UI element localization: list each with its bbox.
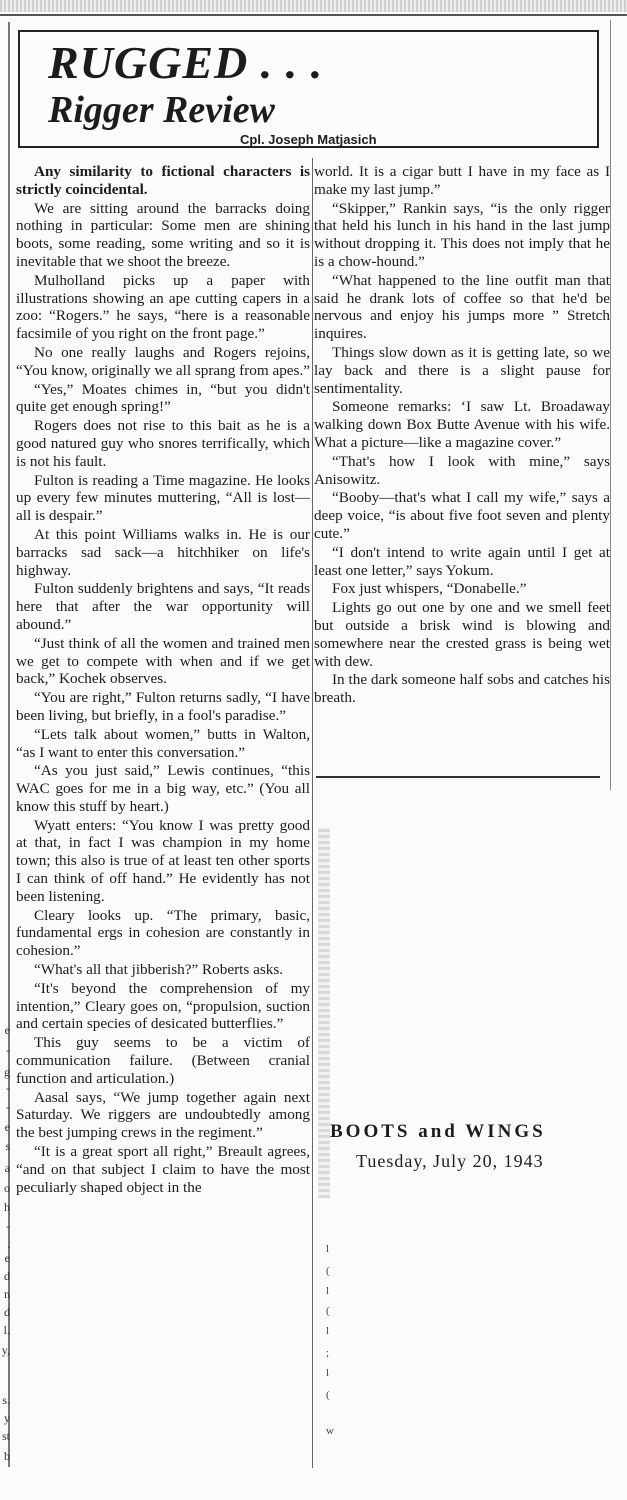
margin-fragment: -: [6, 1219, 10, 1233]
issue-date: Tuesday, July 20, 1943: [356, 1151, 544, 1171]
article-end-rule: [316, 776, 600, 778]
margin-fragment: w: [326, 1425, 334, 1437]
margin-fragment: y,: [1, 1343, 10, 1357]
margin-fragment: g: [4, 1065, 10, 1079]
article-column-2: [314, 163, 610, 708]
margin-fragment: (: [326, 1305, 330, 1317]
article-paragraph: Fulton suddenly brightens and says, “It reads here that after the war opportunity will abound.”: [16, 580, 310, 633]
byline: Cpl. Joseph Matjasich: [240, 132, 377, 147]
article-paragraph: Things slow down as it is getting late, so we lay back and there is a slight pause for sentimentality.: [314, 343, 610, 397]
article-paragraph: Lights go out one by one and we smell feet but outside a brisk wind is blowing and somewhere near the crested grass is being wet with dew.: [314, 599, 610, 670]
margin-fragment: st: [1, 1429, 10, 1443]
margin-fragment: .: [7, 1237, 10, 1251]
article-paragraph: “What happened to the line outfit man that said he drank lots of coffee so that he'd be nervous and enjoy his jumps more ” Stretch inquires.: [314, 271, 610, 343]
article-paragraph: At this point Williams walks in. He is our barracks sad sack—a hitchhiker on life's highway.: [16, 525, 310, 579]
margin-fragment: l: [326, 1367, 330, 1379]
article-paragraph: Rogers does not rise to this bait as he is a good natured guy who snores terrifically, which is not his fault.: [16, 417, 310, 470]
margin-fragment: l.: [3, 1323, 10, 1337]
margin-fragment: d: [4, 1305, 10, 1319]
headline-line-2: Rigger Review: [48, 89, 275, 131]
article-paragraph: “As you just said,” Lewis continues, “this WAC goes for me in a big way, etc.” (You all know this stuff by heart.): [16, 762, 310, 815]
margin-fragment: l: [326, 1243, 330, 1255]
article-paragraph: “I don't intend to write again until I get at least one letter,” says Yokum.: [314, 543, 610, 579]
article-paragraph: Mulholland picks up a paper with illustrations showing an ape cutting capers in a zoo: “Rogers.” he says, “here is a reasonable facsimile of you right on the front page.”: [16, 271, 310, 343]
margin-fragment: o: [4, 1181, 10, 1195]
article-paragraph: This guy seems to be a victim of communication failure. (Between cranial function and articulation.): [16, 1034, 310, 1087]
article-paragraph: “What's all that jibberish?” Roberts asks.: [34, 961, 284, 979]
article-paragraph: Fox just whispers, “Donabelle.”: [332, 580, 527, 598]
margin-fragment: -: [6, 1081, 10, 1095]
margin-fragment: -: [6, 1043, 10, 1057]
margin-fragment: ;: [326, 1347, 330, 1359]
right-column-rule: [610, 20, 611, 790]
newspaper-name: BOOTS and WINGS: [330, 1121, 546, 1142]
headline-box: [18, 30, 599, 148]
article-paragraph: Aasal says, “We jump together again next Saturday. We riggers are undoubtedly among the best jumping crews in the regiment.”: [16, 1088, 310, 1142]
margin-fragment: b: [4, 1449, 10, 1463]
margin-fragment: e: [4, 1023, 10, 1037]
margin-fragment: s.: [2, 1393, 10, 1407]
article-paragraph: We are sitting around the barracks doing nothing in particular: Some men are shining boots, some reading, some writing and so it is inevitable that we shoot the breeze.: [16, 199, 310, 270]
article-paragraph: “Just think of all the women and trained men we get to compete with when and if we get back,” Kochek observes.: [16, 634, 310, 688]
article-paragraph: “Yes,” Moates chimes in, “but you didn't quite get enough spring!”: [16, 380, 310, 416]
margin-fragment: (: [326, 1389, 330, 1401]
article-paragraph: “It's beyond the comprehension of my intention,” Cleary goes on, “propulsion, suction and certain species of desicated butterflies.”: [16, 979, 310, 1033]
margin-fragment: s: [5, 1139, 10, 1153]
article-paragraph: “It is a great sport all right,” Breault agrees, “and on that subject I claim to have the most peculiarly shaped object in the: [16, 1143, 310, 1196]
article-column-1: [16, 163, 310, 1197]
scan-top-border: [0, 0, 627, 12]
article-paragraph: Someone remarks: ‘I saw Lt. Broadaway walking down Box Butte Avenue with his wife. What a picture—like a magazine cover.”: [314, 398, 610, 451]
article-paragraph: No one really laughs and Rogers rejoins, “You know, originally we all sprang from apes.”: [16, 343, 310, 379]
margin-fragment: d: [4, 1269, 10, 1283]
article-paragraph: “You are right,” Fulton returns sadly, “I have been living, but briefly, in a fool's paradise.”: [16, 689, 310, 724]
article-paragraph: “That's how I look with mine,” says Anisowitz.: [314, 452, 610, 488]
margin-fragment: a: [4, 1161, 10, 1175]
margin-fragment: n: [4, 1287, 10, 1301]
article-paragraph: “Skipper,” Rankin says, “is the only rigger that held his lunch in his hand in the last jump without dropping it. This does not imply that he is a chow-hound.”: [314, 199, 610, 270]
scan-artifact: [318, 828, 330, 1198]
headline-line-1: RUGGED . . .: [48, 37, 324, 88]
article-paragraph: Any similarity to fictional characters is strictly coincidental.: [16, 163, 310, 198]
article-paragraph: world. It is a cigar butt I have in my face as I make my last jump.”: [314, 163, 610, 198]
column-divider: [312, 158, 313, 1468]
top-rule: [0, 14, 627, 16]
margin-fragment: -: [6, 1100, 10, 1114]
margin-fragment: y: [4, 1411, 10, 1425]
margin-fragment: (: [326, 1265, 330, 1277]
article-paragraph: “Booby—that's what I call my wife,” says a deep voice, “is about five foot seven and plenty cute.”: [314, 489, 610, 542]
margin-fragment: e: [4, 1120, 10, 1134]
margin-fragment: l: [326, 1325, 330, 1337]
article-paragraph: “Lets talk about women,” butts in Walton, “as I want to enter this conversation.”: [16, 725, 310, 761]
article-paragraph: Cleary looks up. “The primary, basic, fundamental ergs in cohesion are constantly in cohesion.”: [16, 906, 310, 960]
article-paragraph: In the dark someone half sobs and catches his breath.: [314, 671, 610, 707]
margin-fragment: e: [4, 1251, 10, 1265]
article-paragraph: Fulton is reading a Time magazine. He looks up every few minutes muttering, “All is lost—all is despair.”: [16, 471, 310, 525]
article-paragraph: Wyatt enters: “You know I was pretty good at that, in fact I was champion in my home town; this also is true of at least ten other sports I can think of off hand.” He evidently has not been listening.: [16, 816, 310, 905]
margin-fragment: l: [326, 1285, 330, 1297]
margin-fragment: h: [4, 1200, 10, 1214]
